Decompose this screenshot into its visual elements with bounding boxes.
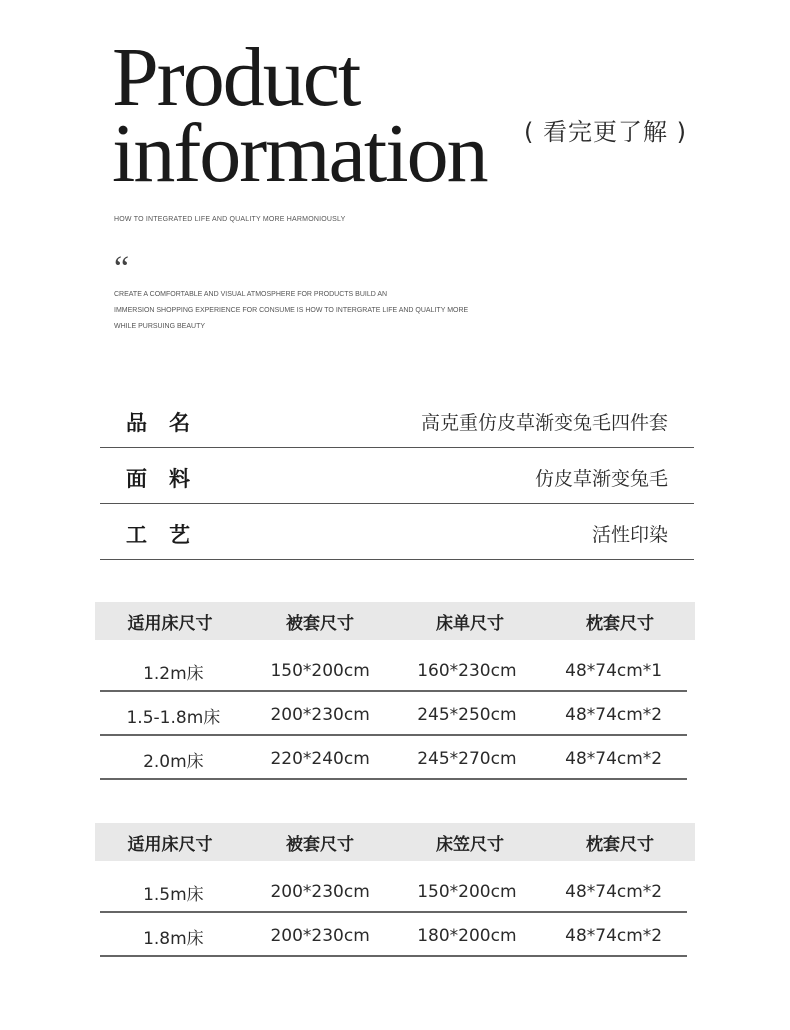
table-cell: 48*74cm*2 [565,926,663,946]
table-cell: 48*74cm*2 [565,705,663,725]
table-cell: 160*230cm [417,661,517,681]
info-row-fabric [100,448,694,504]
table-cell: 48*74cm*2 [565,749,663,769]
info-label: 面料 [126,466,212,491]
table-cell: 1.5m床 [143,884,204,905]
info-label: 品名 [126,410,212,435]
product-information-title [112,31,487,200]
table-cell: 180*200cm [417,926,517,946]
header-cell: 床单尺寸 [436,613,504,634]
info-value: 高克重仿皮草渐变兔毛四件套 [420,412,668,434]
table-cell: 200*230cm [270,926,370,946]
table-cell: 1.2m床 [143,663,204,684]
table-row [100,648,687,692]
product-info-list [100,392,694,560]
quote-icon: “ [114,250,130,287]
table-cell: 245*270cm [417,749,517,769]
size-table-sheet [95,602,695,780]
table-row [100,913,687,957]
table-cell: 220*240cm [270,749,370,769]
subtitle-read-more: ( 看完更了解 ) [524,118,687,146]
title-line-2: information [112,107,487,200]
table-cell: 150*200cm [270,661,370,681]
table-row [100,736,687,780]
table-cell: 1.5-1.8m床 [126,707,221,728]
description-block [114,287,468,335]
header-cell: 适用床尺寸 [127,834,213,855]
info-label: 工艺 [126,522,212,547]
header-cell: 枕套尺寸 [586,834,654,855]
header-cell: 枕套尺寸 [586,613,654,634]
table-header [95,602,695,640]
header-cell: 被套尺寸 [286,613,354,634]
table-cell: 200*230cm [270,882,370,902]
info-value: 仿皮草渐变兔毛 [534,468,668,490]
info-row-name [100,392,694,448]
size-table-fitted [95,823,695,957]
header-cell: 床笠尺寸 [436,834,504,855]
table-cell: 48*74cm*1 [565,661,663,681]
description-line: WHILE PURSUING BEAUTY [114,323,206,330]
table-row [100,869,687,913]
tagline: HOW TO INTEGRATED LIFE AND QUALITY MORE HARMONIOUSLY [114,216,346,223]
info-value: 活性印染 [591,524,668,546]
table-cell: 48*74cm*2 [565,882,663,902]
info-row-process [100,504,694,560]
table-cell: 245*250cm [417,705,517,725]
table-cell: 150*200cm [417,882,517,902]
description-line: CREATE A COMFORTABLE AND VISUAL ATMOSPHERE FOR PRODUCTS BUILD AN [114,291,388,298]
table-cell: 2.0m床 [143,751,204,772]
header-cell: 适用床尺寸 [127,613,213,634]
table-row [100,692,687,736]
title-line-1: Product [112,31,360,124]
table-cell: 1.8m床 [143,928,204,949]
description-line: IMMERSION SHOPPING EXPERIENCE FOR CONSUME IS HOW TO INTERGRATE LIFE AND QUALITY MORE [114,307,469,314]
table-cell: 200*230cm [270,705,370,725]
table-header [95,823,695,861]
header-cell: 被套尺寸 [286,834,354,855]
